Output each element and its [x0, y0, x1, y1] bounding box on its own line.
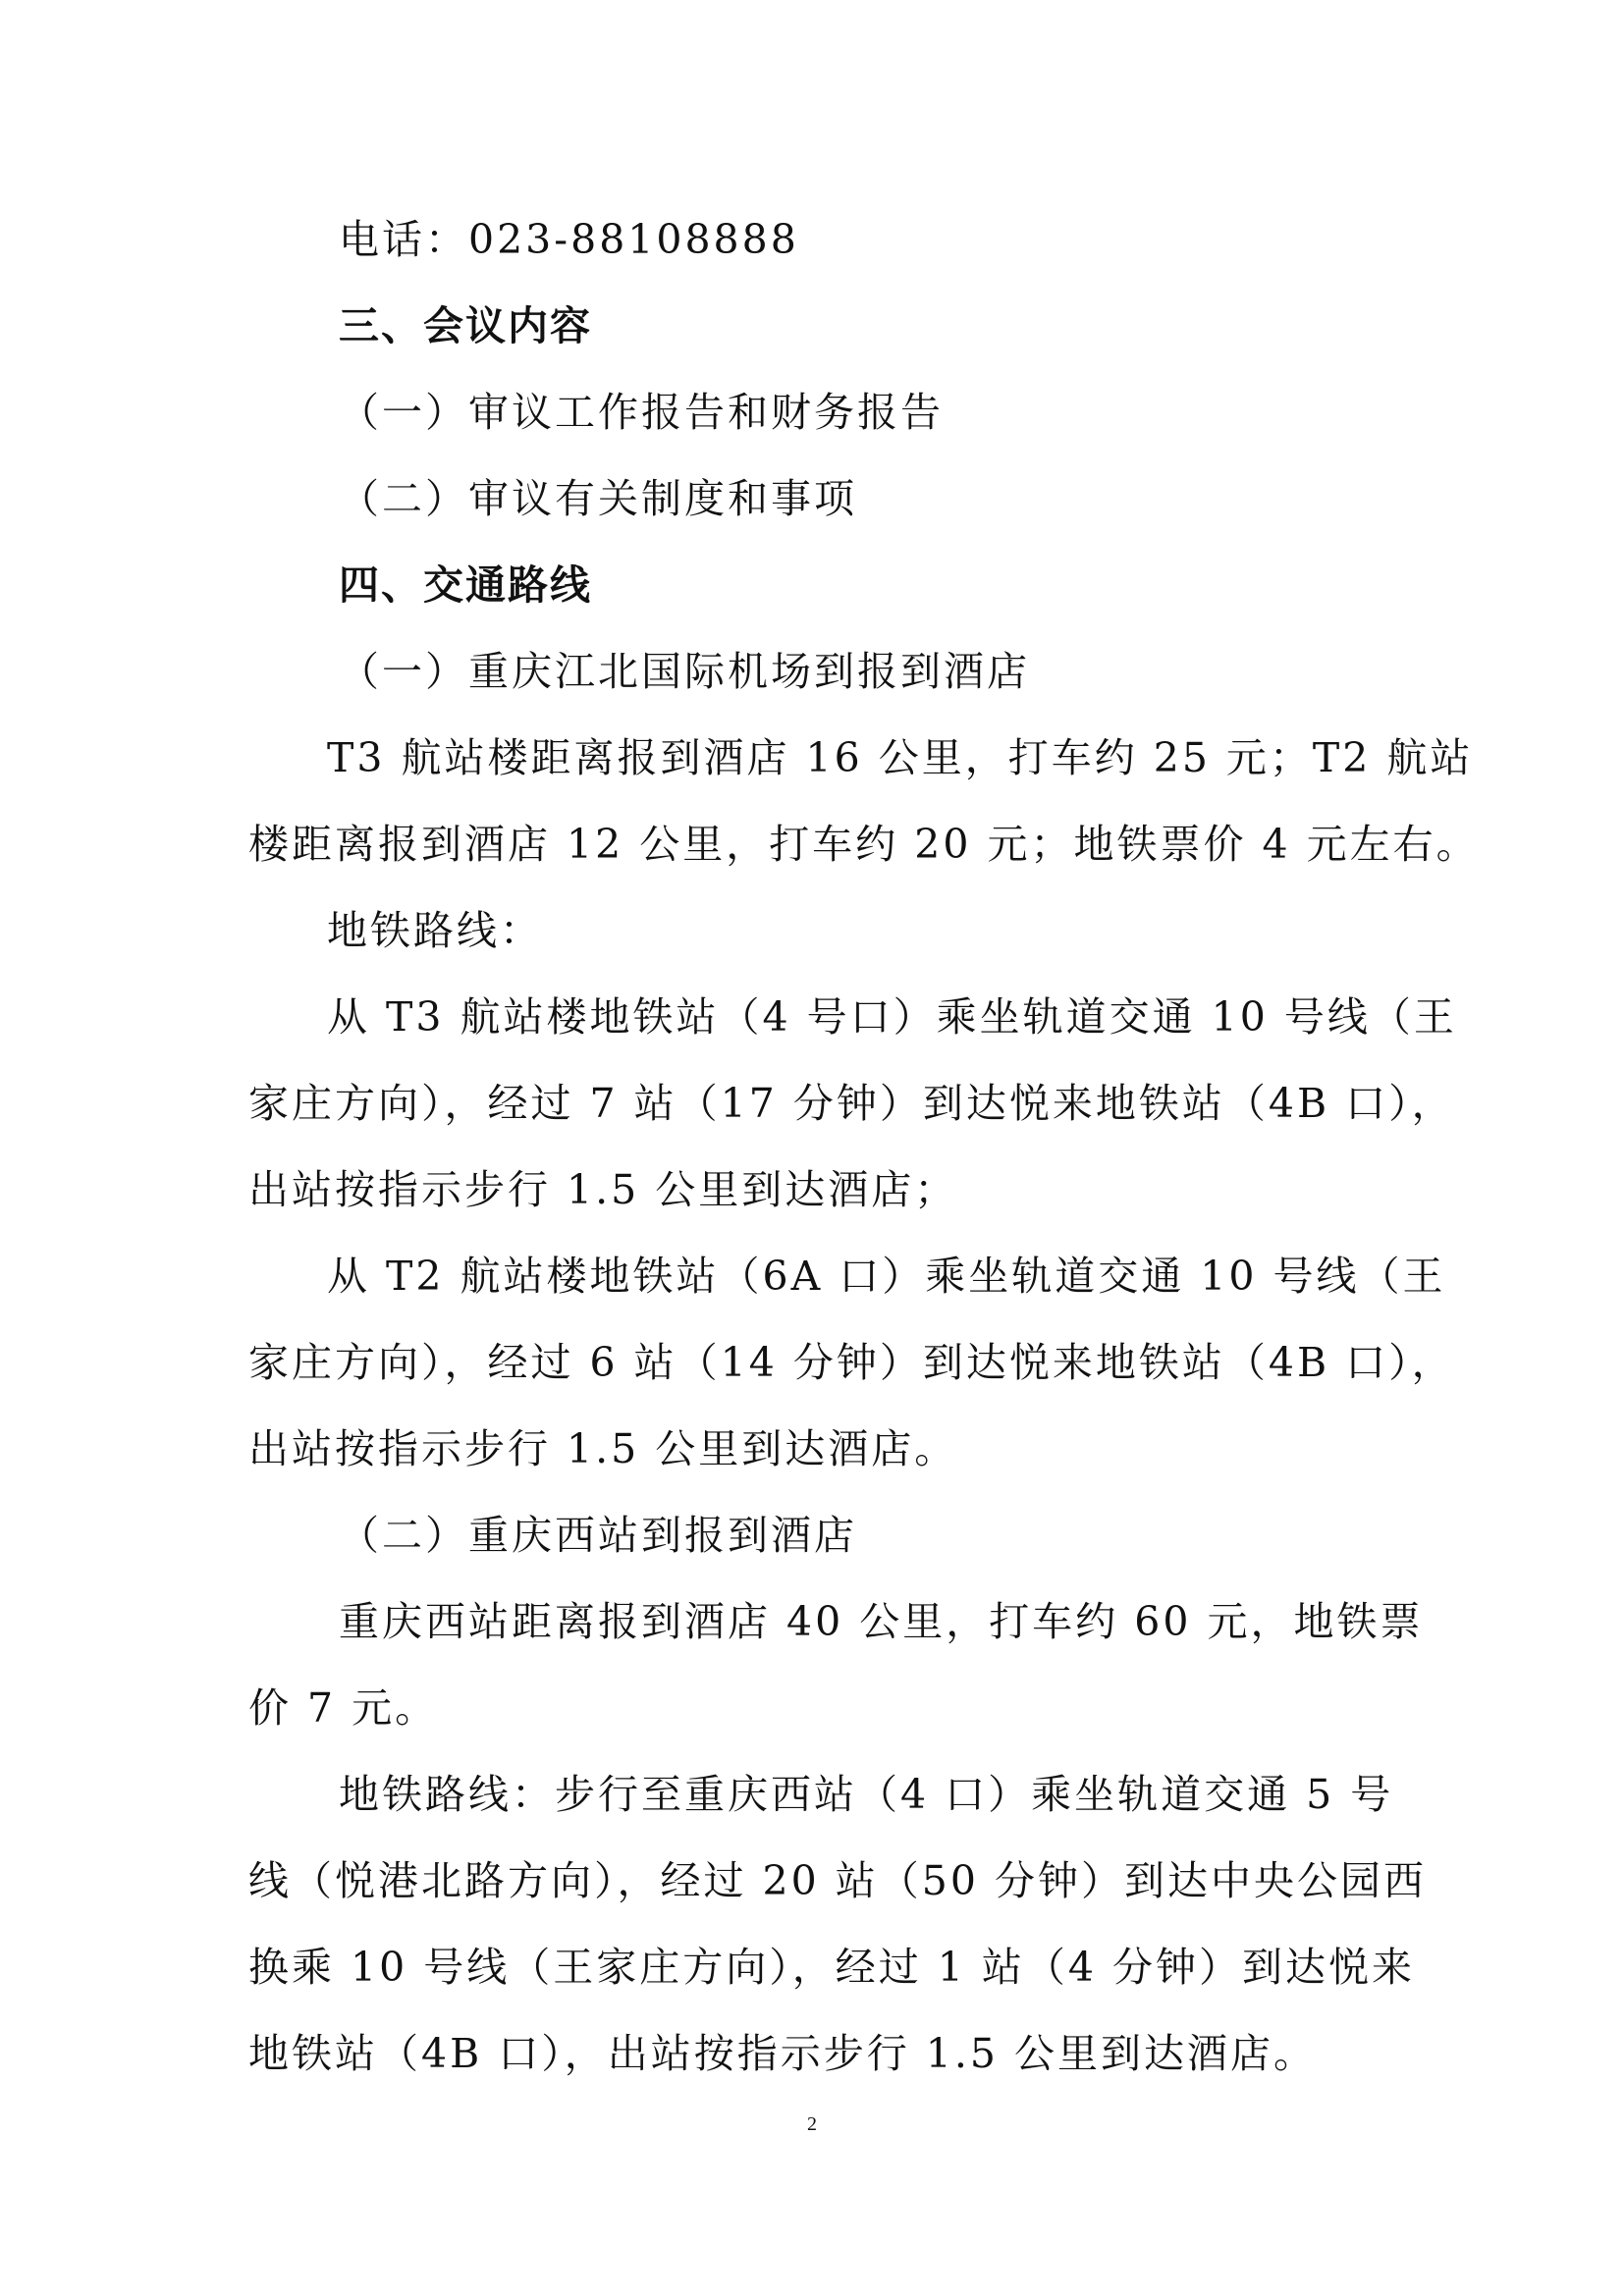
paragraph-line: 线（悦港北路方向），经过 20 站（50 分钟）到达中央公园西	[248, 1857, 1427, 1904]
phone-line: 电话：023-88108888	[339, 216, 799, 263]
metro-route-label: 地铁路线：	[327, 907, 543, 954]
paragraph-line: 地铁站（4B 口），出站按指示步行 1.5 公里到达酒店。	[248, 2030, 1318, 2077]
paragraph-line: 楼距离报到酒店 12 公里，打车约 20 元；地铁票价 4 元左右。	[248, 821, 1480, 868]
paragraph-line: 重庆西站距离报到酒店 40 公里，打车约 60 元，地铁票	[339, 1598, 1424, 1645]
section-heading-transport: 四、交通路线	[339, 561, 592, 609]
subheading-west-station: （二）重庆西站到报到酒店	[339, 1512, 857, 1559]
subheading-airport: （一）重庆江北国际机场到报到酒店	[339, 648, 1030, 695]
paragraph-line: 价 7 元。	[248, 1684, 439, 1732]
meeting-item-1: （一）审议工作报告和财务报告	[339, 389, 944, 436]
paragraph-line: 出站按指示步行 1.5 公里到达酒店。	[248, 1425, 958, 1472]
paragraph-line: 家庄方向），经过 6 站（14 分钟）到达悦来地铁站（4B 口），	[248, 1339, 1455, 1386]
paragraph-line: 从 T2 航站楼地铁站（6A 口）乘坐轨道交通 10 号线（王	[327, 1253, 1446, 1300]
paragraph-line: T3 航站楼距离报到酒店 16 公里，打车约 25 元；T2 航站	[327, 734, 1474, 781]
page-number: 2	[807, 2113, 817, 2135]
paragraph-line: 换乘 10 号线（王家庄方向），经过 1 站（4 分钟）到达悦来	[248, 1944, 1416, 1991]
meeting-item-2: （二）审议有关制度和事项	[339, 475, 857, 522]
paragraph-line: 地铁路线：步行至重庆西站（4 口）乘坐轨道交通 5 号	[339, 1771, 1394, 1818]
paragraph-line: 家庄方向），经过 7 站（17 分钟）到达悦来地铁站（4B 口），	[248, 1080, 1455, 1127]
paragraph-line: 出站按指示步行 1.5 公里到达酒店；	[248, 1166, 958, 1213]
paragraph-line: 从 T3 航站楼地铁站（4 号口）乘坐轨道交通 10 号线（王	[327, 993, 1457, 1041]
section-heading-meeting-content: 三、会议内容	[339, 302, 592, 349]
